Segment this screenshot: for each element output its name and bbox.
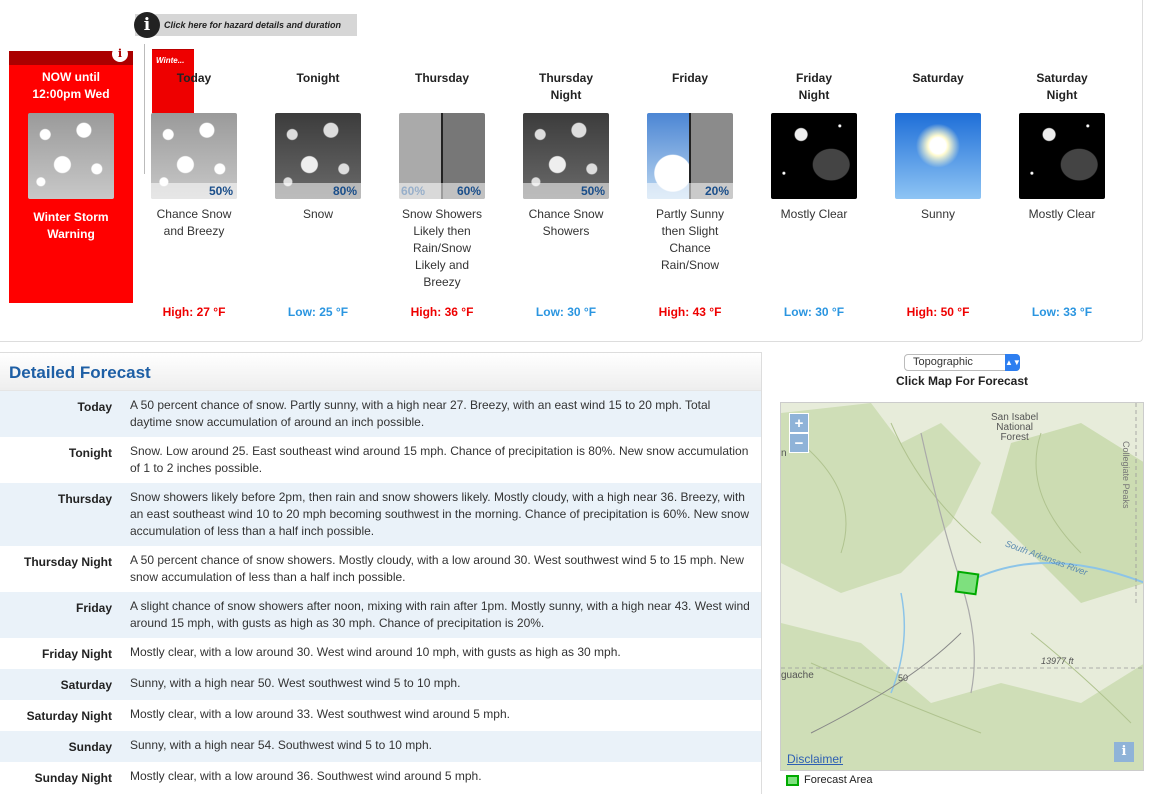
period-description: Partly Sunny then Slight Chance Rain/Snow bbox=[655, 207, 725, 272]
town-label: guache bbox=[781, 670, 814, 681]
detail-row-text: A 50 percent chance of snow showers. Mostly cloudy, with a low around 30. West southwest wind 5 to 15 mph. New snow accumulation of less than a half inch possible. bbox=[130, 553, 744, 584]
edge-label: n bbox=[781, 448, 787, 459]
period-temperature: Low: 30 °F bbox=[535, 305, 597, 319]
forecast-period bbox=[635, 70, 745, 296]
info-icon[interactable]: i bbox=[112, 46, 128, 62]
period-description: Mostly Clear bbox=[1028, 207, 1096, 221]
peaks-label: Collegiate Peaks bbox=[1121, 441, 1131, 509]
period-name: Friday bbox=[671, 71, 708, 85]
topo-map-graphic bbox=[781, 403, 1144, 771]
snow-rain-split-icon[interactable] bbox=[399, 113, 485, 199]
detail-row bbox=[0, 483, 761, 546]
period-name: Saturday bbox=[912, 71, 964, 85]
detail-row-label: Saturday Night bbox=[26, 709, 112, 723]
detail-row-text: Mostly clear, with a low around 36. Southwest wind around 5 mph. bbox=[130, 769, 482, 783]
period-description: Chance Snow Showers bbox=[528, 207, 604, 238]
map-controls bbox=[780, 352, 1144, 388]
info-icon[interactable]: i bbox=[134, 12, 160, 38]
period-name: Today bbox=[176, 71, 212, 85]
period-description: Chance Snow and Breezy bbox=[156, 207, 232, 238]
detail-row-text: A 50 percent chance of snow. Partly sunny, with a high near 27. Breezy, with an east wind 15 to 20 mph. Total daytime snow accumulation of around an inch possible. bbox=[130, 398, 711, 429]
period-description: Mostly Clear bbox=[780, 207, 848, 221]
zoom-out-button[interactable]: − bbox=[789, 433, 809, 453]
detail-row-text: Snow showers likely before 2pm, then rain and snow showers likely. Mostly cloudy, with a high near 36. Breezy, with an east southeast wind 10 to 20 mph becoming southwest in the morning. Chance of precipitation is 60%. New snow accumulation of less than a half inch possible. bbox=[130, 490, 750, 538]
snow-dark-icon[interactable] bbox=[523, 113, 609, 199]
forecast-period bbox=[759, 70, 869, 296]
chevron-updown-icon: ▲▼ bbox=[1005, 354, 1020, 371]
period-description: Sunny bbox=[920, 207, 956, 221]
period-description: Snow Showers Likely then Rain/Snow Likely and Breezy bbox=[401, 207, 483, 289]
precip-chance: 60% bbox=[399, 183, 485, 199]
map-type-select[interactable]: Topographic ▲▼ bbox=[904, 354, 1020, 371]
now-hazard-when: NOW until 12:00pm Wed bbox=[32, 70, 110, 101]
period-temperature: High: 36 °F bbox=[410, 305, 474, 319]
detail-row bbox=[0, 638, 761, 669]
forecast-period bbox=[263, 70, 373, 296]
detail-row-text: Mostly clear, with a low around 30. West wind around 10 mph, with gusts as high as 30 mph. bbox=[130, 645, 621, 659]
detail-row-label: Sunday Night bbox=[34, 771, 112, 785]
detail-row-text: Mostly clear, with a low around 33. West southwest wind around 5 mph. bbox=[130, 707, 510, 721]
detail-row-label: Tonight bbox=[68, 446, 112, 460]
precip-chance: 80% bbox=[275, 183, 361, 199]
period-temperature: Low: 33 °F bbox=[1031, 305, 1093, 319]
hazard-details-bar[interactable] bbox=[135, 14, 357, 36]
now-hazard-header bbox=[9, 47, 133, 65]
period-name: Saturday Night bbox=[1036, 71, 1088, 102]
now-hazard-box[interactable] bbox=[9, 47, 133, 303]
elevation-label: 13977 ft bbox=[1041, 656, 1074, 666]
hazard-details-text[interactable]: Click here for hazard details and duration bbox=[164, 20, 342, 30]
period-name: Friday Night bbox=[795, 71, 832, 102]
detailed-forecast-title: Detailed Forecast bbox=[0, 353, 761, 391]
map-info-button[interactable]: i bbox=[1114, 742, 1134, 762]
night-clear-icon[interactable] bbox=[771, 113, 857, 199]
forecast-area-marker bbox=[956, 572, 979, 595]
now-hazard-name[interactable]: Winter Storm Warning bbox=[33, 210, 109, 241]
sunny-icon[interactable] bbox=[895, 113, 981, 199]
detail-row bbox=[0, 592, 761, 638]
forecast-period bbox=[511, 70, 621, 296]
night-clear-icon[interactable] bbox=[1019, 113, 1105, 199]
detail-row bbox=[0, 700, 761, 731]
forecast-period bbox=[883, 70, 993, 296]
detail-row-text: Sunny, with a high near 50. West southwest wind 5 to 10 mph. bbox=[130, 676, 461, 690]
detail-row-label: Friday bbox=[75, 601, 112, 615]
click-map-label: Click Map For Forecast bbox=[895, 374, 1029, 388]
road-label: 50 bbox=[898, 673, 909, 683]
detail-row bbox=[0, 437, 761, 483]
disclaimer-link[interactable]: Disclaimer bbox=[787, 752, 844, 766]
detail-row bbox=[0, 669, 761, 700]
period-temperature: Low: 30 °F bbox=[783, 305, 845, 319]
zoom-in-button[interactable]: + bbox=[789, 413, 809, 433]
detail-row-text: Snow. Low around 25. East southeast wind around 15 mph. Chance of precipitation is 80%. New snow accumulation of 1 to 2 inches possible. bbox=[130, 444, 749, 475]
snow-icon[interactable] bbox=[151, 113, 237, 199]
partly-sunny-split-icon[interactable] bbox=[647, 113, 733, 199]
period-temperature: High: 27 °F bbox=[162, 305, 226, 319]
detail-row-label: Friday Night bbox=[41, 647, 112, 661]
forest-label: San Isabel National Forest bbox=[991, 412, 1039, 443]
period-name: Thursday bbox=[414, 71, 469, 85]
precip-chance: 50% bbox=[151, 183, 237, 199]
forecast-period bbox=[139, 70, 249, 296]
forecast-map[interactable] bbox=[780, 402, 1144, 771]
map-legend: Forecast Area bbox=[786, 774, 872, 786]
detail-row-label: Sunday bbox=[68, 740, 112, 754]
river-label: South Arkansas River bbox=[1003, 538, 1089, 578]
snow-dark-icon[interactable] bbox=[275, 113, 361, 199]
forecast-area-swatch bbox=[786, 775, 799, 786]
precip-chance: 20% bbox=[647, 183, 733, 199]
detail-row-label: Today bbox=[77, 400, 112, 414]
detailed-forecast bbox=[0, 352, 762, 794]
detail-row bbox=[0, 762, 761, 793]
forecast-period bbox=[1007, 70, 1117, 296]
winter-warning-tab[interactable]: Winte... bbox=[152, 49, 194, 113]
precip-chance: 50% bbox=[523, 183, 609, 199]
period-temperature: High: 50 °F bbox=[906, 305, 970, 319]
detail-row bbox=[0, 391, 761, 437]
period-temperature: Low: 25 °F bbox=[287, 305, 349, 319]
detail-row-text: Sunny, with a high near 54. Southwest wind 5 to 10 mph. bbox=[130, 738, 432, 752]
detail-row bbox=[0, 731, 761, 762]
forecast-period bbox=[387, 70, 497, 296]
detail-row-label: Thursday Night bbox=[23, 555, 112, 569]
detail-row bbox=[0, 546, 761, 592]
detail-row-label: Saturday bbox=[60, 678, 112, 692]
detail-row-text: A slight chance of snow showers after noon, mixing with rain after 1pm. Mostly sunny, with a high near 43. West wind around 15 mph, with gusts as high as 30 mph. Chance of precipitation is 20%. bbox=[130, 599, 750, 630]
snow-icon bbox=[28, 113, 114, 199]
detail-row-label: Thursday bbox=[57, 492, 112, 506]
period-description: Snow bbox=[302, 207, 334, 221]
period-name: Tonight bbox=[296, 71, 340, 85]
period-temperature: High: 43 °F bbox=[658, 305, 722, 319]
period-name: Thursday Night bbox=[538, 71, 593, 102]
